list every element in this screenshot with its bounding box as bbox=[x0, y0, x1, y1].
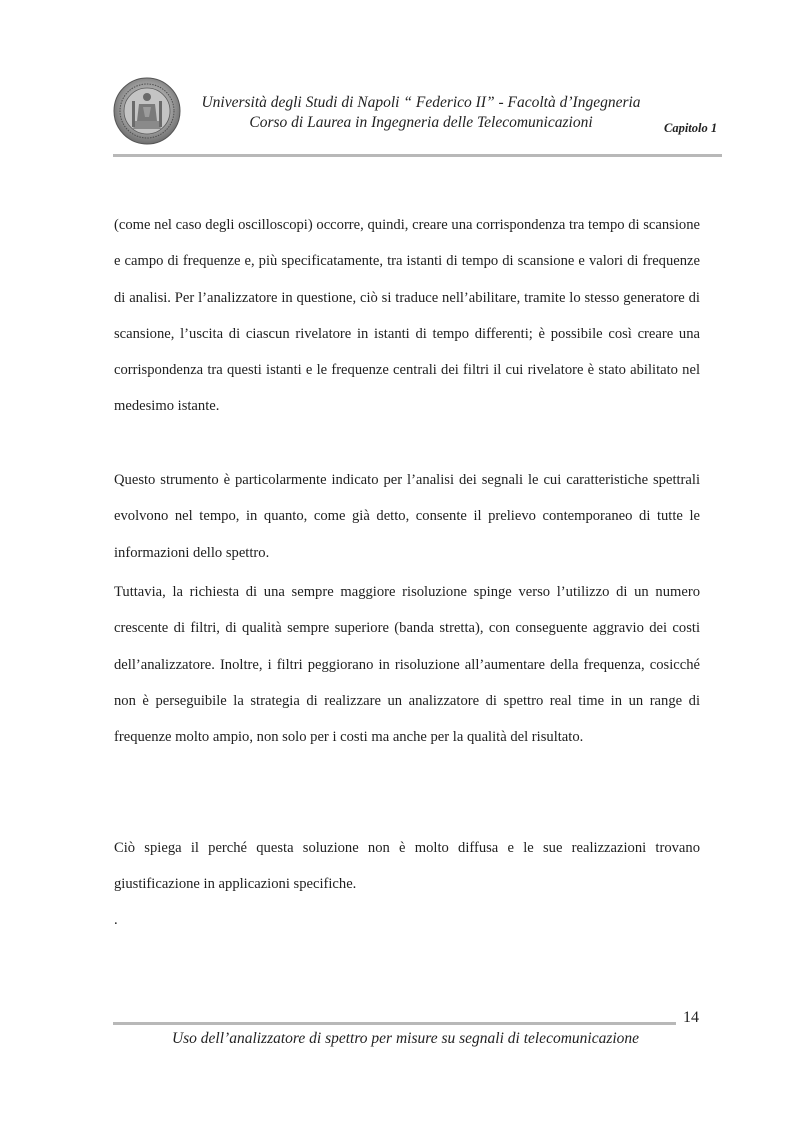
paragraph: Tuttavia, la richiesta di una sempre maggiore risoluzione spinge verso l’utilizzo di un numero crescente di filtri, di qualità sempre superiore (banda stretta), con conseguente aggravio dei costi dell’analizzatore. Inoltre, i filtri peggiorano in risoluzione all’aumentare della frequenza, cosicché non è perseguibile la strategia di realizzare un analizzatore di spettro real time in un range di frequenze molto ampio, non solo per i costi ma anche per la qualità del risultato. bbox=[114, 584, 700, 746]
degree-course: Corso di Laurea in Ingegneria delle Telecomunicazioni bbox=[249, 114, 593, 131]
university-name: Università degli Studi di Napoli “ Federico II” - Facoltà d’Ingegneria bbox=[201, 94, 641, 111]
header-divider bbox=[113, 154, 722, 157]
paragraph: (come nel caso degli oscilloscopi) occorre, quindi, creare una corrispondenza tra tempo di scansione e campo di frequenze e, più specificatamente, tra istanti di tempo di scansione e valori di frequenze di analisi. Per l’analizzatore in questione, ciò si traduce nell’abilitare, tramite lo stesso generatore di scansione, l’uscita di ciascun rivelatore in istanti di tempo differenti; è possibile così creare una corrispondenza tra questi istanti e le frequenze centrali dei filtri il cui rivelatore è stato abilitato nel medesimo istante. bbox=[114, 217, 700, 415]
stray-mark: . bbox=[114, 912, 118, 928]
paragraph: Ciò spiega il perché questa soluzione non è molto diffusa e le sue realizzazioni trovano giustificazione in applicazioni specifiche. bbox=[114, 840, 700, 893]
footer-title: Uso dell’analizzatore di spettro per misure su segnali di telecomunicazione bbox=[171, 1030, 640, 1047]
footer-divider bbox=[113, 1022, 676, 1025]
chapter-label: Capitolo 1 bbox=[664, 121, 718, 135]
page-number: 14 bbox=[683, 1009, 699, 1026]
university-seal-icon bbox=[113, 77, 181, 145]
paragraph: Questo strumento è particolarmente indicato per l’analisi dei segnali le cui caratteristiche spettrali evolvono nel tempo, in quanto, come già detto, consente il prelievo contemporaneo di tutte le informazioni dello spettro. bbox=[114, 472, 700, 561]
